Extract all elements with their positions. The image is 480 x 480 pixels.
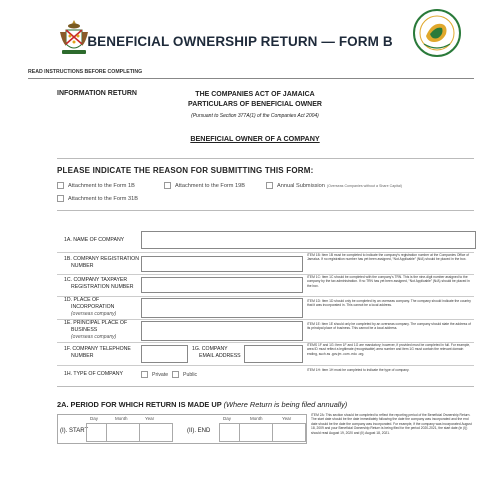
- label-line: NUMBER: [71, 353, 94, 359]
- company-name-input[interactable]: [141, 231, 476, 249]
- reason-title: PLEASE INDICATE THE REASON FOR SUBMITTING THIS FORM:: [57, 166, 314, 175]
- taxpayer-registration-label: [64, 277, 133, 291]
- label-line: BUSINESS: [71, 327, 98, 333]
- section-divider: [57, 386, 474, 387]
- start-label: (I). START: [60, 428, 89, 434]
- end-month-label: Month: [250, 416, 263, 421]
- option-label: Attachment to the Form 19B: [175, 182, 245, 189]
- option-label: Annual Submission: [277, 182, 325, 189]
- label-line: 1E. PRINCIPAL PLACE OF: [64, 320, 128, 326]
- start-year-input[interactable]: [139, 423, 173, 442]
- information-return-heading: INFORMATION RETURN: [57, 90, 137, 97]
- reason-option-form-31b[interactable]: [57, 195, 138, 202]
- pursuant-note: (Pursuant to Section 377A(1) of the Companies Act 2004): [191, 113, 319, 119]
- checkbox[interactable]: [141, 371, 148, 378]
- option-label: Attachment to the Form 1B: [68, 182, 135, 189]
- label-line: 1D. PLACE OF: [64, 297, 100, 303]
- email-label: [192, 346, 241, 360]
- start-month-label: Month: [115, 416, 128, 421]
- reason-option-form-1b[interactable]: [57, 182, 135, 189]
- end-day-label: Day: [223, 416, 232, 421]
- name-of-company-label: 1A. NAME OF COMPANY: [64, 237, 125, 243]
- type-private-option[interactable]: [141, 371, 168, 378]
- end-day-input[interactable]: [219, 423, 240, 442]
- type-public-option[interactable]: [172, 371, 197, 378]
- period-title-main: 2A. PERIOD FOR WHICH RETURN IS MADE UP: [57, 400, 222, 409]
- note-item-1c: ITEM 1C: Item 1C should be completed with the company’s TRN. This is the nine-digit number assigned to the company by the tax administration. If no TRN has yet been assigned, “Not Applicable” (N/A) should be placed in the box.: [307, 275, 470, 288]
- place-of-incorporation-label: [64, 297, 116, 318]
- beneficial-owner-heading: BENEFICIAL OWNER OF A COMPANY: [190, 134, 320, 143]
- option-label: Attachment to the Form 31B: [68, 195, 138, 202]
- note-item-2a: ITEM 2A: This section should be completed to reflect the reporting period of the Beneficial Ownership Return. The start date should be the date immediately following the date the company was incorporated and the end date should be the date the company was incorporated. For example, if the company was incorporated August 18, 2009 and your Beneficial Ownership Return is being filed for the period 2020-2021, the start date (in (I)) should read August 19, 2020 and (II) August 18, 2021.: [311, 413, 472, 435]
- taxpayer-registration-input[interactable]: [141, 277, 303, 293]
- type-of-company-label: 1H. TYPE OF COMPANY: [64, 371, 123, 377]
- end-label: (II). END: [187, 428, 211, 434]
- act-heading: [160, 90, 350, 110]
- telephone-label: [64, 346, 131, 360]
- label-line: REGISTRATION NUMBER: [71, 284, 134, 290]
- note-item-1h: ITEM 1H: Item 1H must be completed to indicate the type of company.: [307, 368, 410, 372]
- reason-option-form-19b[interactable]: [164, 182, 245, 189]
- label-line: 1G. COMPANY: [192, 346, 228, 352]
- end-year-input[interactable]: [272, 423, 306, 442]
- checkbox[interactable]: [164, 182, 171, 189]
- section-divider: [57, 210, 474, 211]
- period-title: [57, 400, 347, 409]
- note-item-1b: ITEM 1B: Item 1B must be completed to indicate the company’s registration number at the Companies Office of Jamaica. If no registration number has yet been assigned, “Not Applicable” (N/A) should be placed in the box.: [307, 253, 470, 262]
- period-title-note: (Where Return is being filed annually): [223, 400, 348, 409]
- label-line: 1B. COMPANY REGISTRATION: [64, 256, 139, 262]
- start-month-input[interactable]: [106, 423, 140, 442]
- checkbox[interactable]: [57, 182, 64, 189]
- read-instructions-note: READ INSTRUCTIONS BEFORE COMPLETING: [28, 69, 143, 75]
- note-item-1d: ITEM 1D: Item 1D should only be completed by an overseas company. The company should indicate the country that it was incorporated in. This cannot be a local address.: [307, 299, 471, 308]
- act-line-1: THE COMPANIES ACT OF JAMAICA: [195, 91, 315, 98]
- end-month-input[interactable]: [239, 423, 273, 442]
- checkbox[interactable]: [266, 182, 273, 189]
- principal-place-of-business-label: [64, 320, 127, 341]
- label-line: INCORPORATION: [71, 304, 115, 310]
- registration-number-input[interactable]: [141, 256, 303, 272]
- start-day-label: Day: [90, 416, 99, 421]
- reason-option-annual-submission[interactable]: [266, 182, 402, 189]
- start-year-label: Year: [145, 416, 155, 421]
- registration-number-label: [64, 256, 139, 270]
- section-divider: [57, 158, 474, 159]
- label-line: 1C. COMPANY TAXPAYER: [64, 277, 128, 283]
- row-divider: [57, 296, 474, 297]
- note-item-1e: ITEM 1E: Item 1E should only be completed by an overseas company. The company should state the address of its principal place of business. This cannot be a local address.: [307, 322, 471, 331]
- label-line: (overseas company): [71, 334, 117, 340]
- row-divider: [57, 365, 474, 366]
- label-line: 1F. COMPANY TELEPHONE: [64, 346, 131, 352]
- telephone-input[interactable]: [141, 345, 188, 363]
- label-line: (overseas company): [71, 311, 117, 317]
- place-of-incorporation-input[interactable]: [141, 298, 303, 318]
- end-year-label: Year: [282, 416, 292, 421]
- companies-office-seal-logo: [412, 8, 462, 58]
- start-day-input[interactable]: [86, 423, 107, 442]
- option-label: Public: [183, 371, 198, 378]
- checkbox[interactable]: [57, 195, 64, 202]
- act-line-2: PARTICULARS OF BENEFICIAL OWNER: [188, 101, 322, 108]
- checkbox[interactable]: [172, 371, 179, 378]
- email-input[interactable]: [244, 345, 303, 363]
- label-line: NUMBER: [71, 263, 94, 269]
- label-line: EMAIL ADDRESS: [199, 353, 241, 359]
- option-note: (Overseas Companies without a Share Capital): [326, 183, 402, 188]
- form-title: BENEFICIAL OWNERSHIP RETURN — FORM B: [87, 34, 393, 49]
- header-divider: [28, 78, 474, 79]
- note-item-1f-1g: ITEMS 1F and 1G: Item 1F and 1G are mandatory; however, if provided must be completed in full. For example, area ID must reflect a legitimate (recognisable) area number and item 1G must contain the relevant domain ending, such as .gov.jm .com .edu .org.: [307, 343, 471, 356]
- option-label: Private: [152, 371, 169, 378]
- principal-place-of-business-input[interactable]: [141, 321, 303, 341]
